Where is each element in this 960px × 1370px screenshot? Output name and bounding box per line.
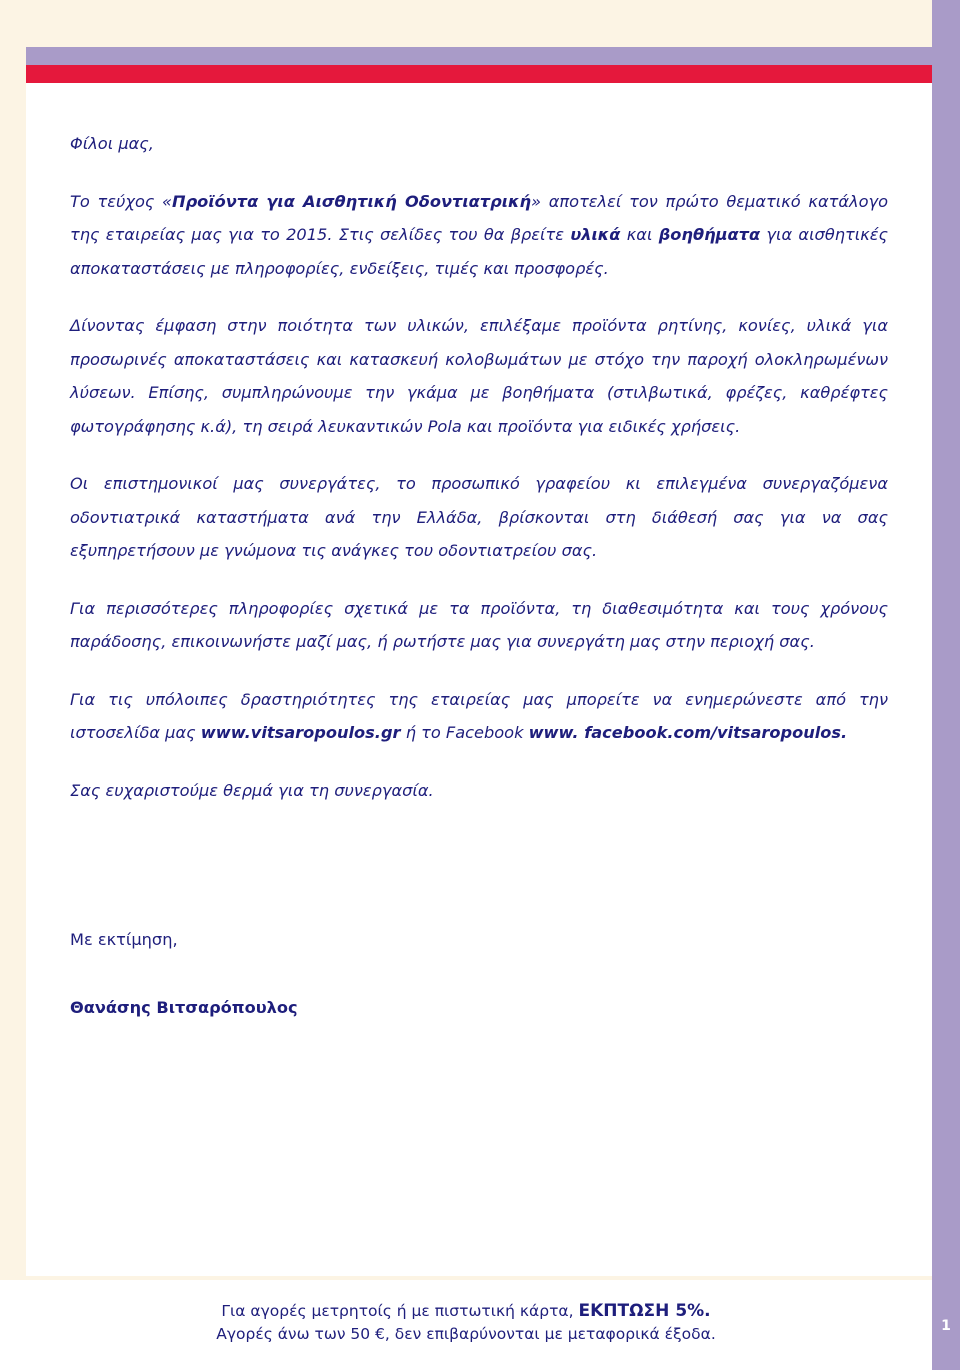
paragraph-quality: Δίνοντας έμφαση στην ποιότητα των υλικών, επιλέξαμε προϊόντα ρητίνης, κονίες, υλικά για προσωρινές αποκαταστάσεις και κατασκευή κολοβωμάτων με στόχο την παροχή ολοκληρωμένων λύσεων. Επίσης, συμπληρώνουμε την γκάμα με βοηθήματα (στιλβωτικά, φρέζες, καθρέφτες φωτογράφησης κ.ά), τη σειρά λευκαντικών Pola και προϊόντα για ειδικές χρήσεις.	[70, 316, 888, 436]
letter-signature: Θανάσης Βιτσαρόπουλος	[70, 998, 298, 1017]
discount-highlight: ΕΚΠΤΩΣΗ 5%.	[578, 1301, 711, 1321]
side-purple-band	[932, 0, 960, 1370]
header-purple-stripe	[26, 47, 932, 65]
paragraph-partners: Οι επιστημονικοί μας συνεργάτες, το προσωπικό γραφείου κι επιλεγμένα συνεργαζόμενα οδοντιατρικά καταστήματα ανά την Ελλάδα, βρίσκονται στη διάθεσή σας για να σας εξυπηρετήσουν με γνώμονα τις ανάγκες του οδοντιατρείου σας.	[70, 474, 888, 560]
paragraph-thanks: Σας ευχαριστούμε θερμά για τη συνεργασία.	[70, 780, 434, 800]
footer-line-shipping: Αγορές άνω των 50 €, δεν επιβαρύνονται με μεταφορικά έξοδα.	[216, 1325, 716, 1343]
header-red-stripe	[26, 65, 932, 83]
paragraph-website: Για τις υπόλοιπες δραστηριότητες της εταιρείας μας μπορείτε να ενημερώνεστε από την ιστοσελίδα μας www.vitsaropoulos.gr ή το Facebook www. facebook.com/vitsaropoulos.	[70, 689, 888, 742]
letter-closing: Με εκτίμηση,	[70, 930, 178, 949]
paragraph-catalogue-intro: Το τεύχος «Προϊόντα για Αισθητική Οδοντιατρική» αποτελεί τον πρώτο θεματικό κατάλογο της εταιρείας μας για το 2015. Στις σελίδες του θα βρείτε υλικά και βοηθήματα για αισθητικές αποκαταστάσεις με πληροφορίες, ενδείξεις, τιμές και προσφορές.	[70, 191, 888, 278]
keyword-aids: βοηθήματα	[658, 225, 761, 244]
footer	[0, 1300, 932, 1346]
keyword-materials: υλικά	[570, 225, 621, 244]
footer-line-discount: Για αγορές μετρητοίς ή με πιστωτική κάρτα, ΕΚΠΤΩΣΗ 5%.	[221, 1301, 711, 1321]
letter-body	[70, 127, 888, 807]
paragraph-information: Για περισσότερες πληροφορίες σχετικά με τα προϊόντα, τη διαθεσιμότητα και τους χρόνους παράδοσης, επικοινωνήστε μαζί μας, ή ρωτήστε μας για συνεργάτη μας στην περιοχή σας.	[70, 598, 888, 651]
letter-greeting: Φίλοι μας,	[70, 134, 154, 153]
facebook-link[interactable]: www. facebook.com/vitsaropoulos.	[528, 723, 848, 742]
letter-page	[26, 83, 932, 1276]
website-link[interactable]: www.vitsaropoulos.gr	[200, 723, 401, 742]
page-number: 1	[941, 1318, 951, 1334]
catalogue-title: Προϊόντα για Αισθητική Οδοντιατρική	[172, 191, 532, 211]
